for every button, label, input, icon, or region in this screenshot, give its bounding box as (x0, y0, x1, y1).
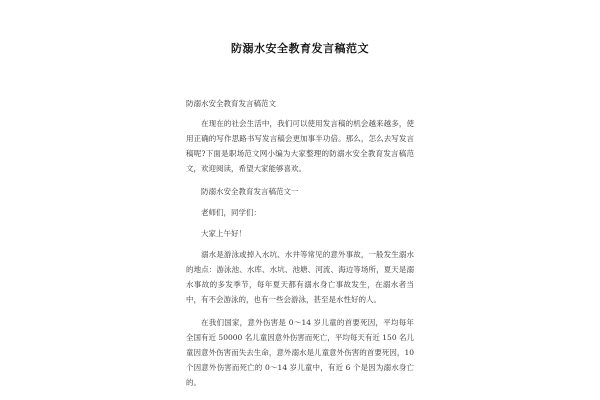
greeting: 老师们，同学们： (201, 208, 261, 217)
paragraph-1: 溺水是游泳或掉入水坑、水井等常见的意外事故，一般发生溺水的地点：游泳池、水库、水坑、池塘、河流、海边等场所，夏天是溺水事故的多发季节，每年夏天都有溺水身亡事故发生，在溺水者当中，有不会游泳的，也有一些会游泳，甚至是水性好的人。 (186, 250, 414, 304)
section-title: 防溺水安全教育发言稿范文一 (201, 187, 299, 196)
intro-paragraph: 在现在的社会生活中，我们可以使用发言稿的机会越来越多，使用正确的写作思路书写发言稿会更加事半功倍。那么，怎么去写发言稿呢?下面是职场范文网小编为大家整理的防溺水安全教育发言稿范文，欢迎阅读，希望大家能够喜欢。 (186, 119, 414, 173)
document-body (186, 96, 414, 398)
paragraph-2: 在我们国家，意外伤害是 0～14 岁儿童的首要死因，平均每年全国有近 50000 名儿童因意外伤害而死亡，平均每天有近 150 名儿童因意外伤害而失去生命，意外溺水是儿童意外伤害的首要死因，10 个因意外伤害而死亡的 0～14 岁儿童中，有近 6 个是因为溺水身亡的。 (186, 318, 414, 387)
page-title: 防溺水安全教育发言稿范文 (231, 42, 369, 55)
salutation-block (186, 184, 414, 241)
document-subtitle: 防溺水安全教育发言稿范文 (186, 99, 276, 108)
hello-line: 大家上午好！ (201, 229, 246, 238)
